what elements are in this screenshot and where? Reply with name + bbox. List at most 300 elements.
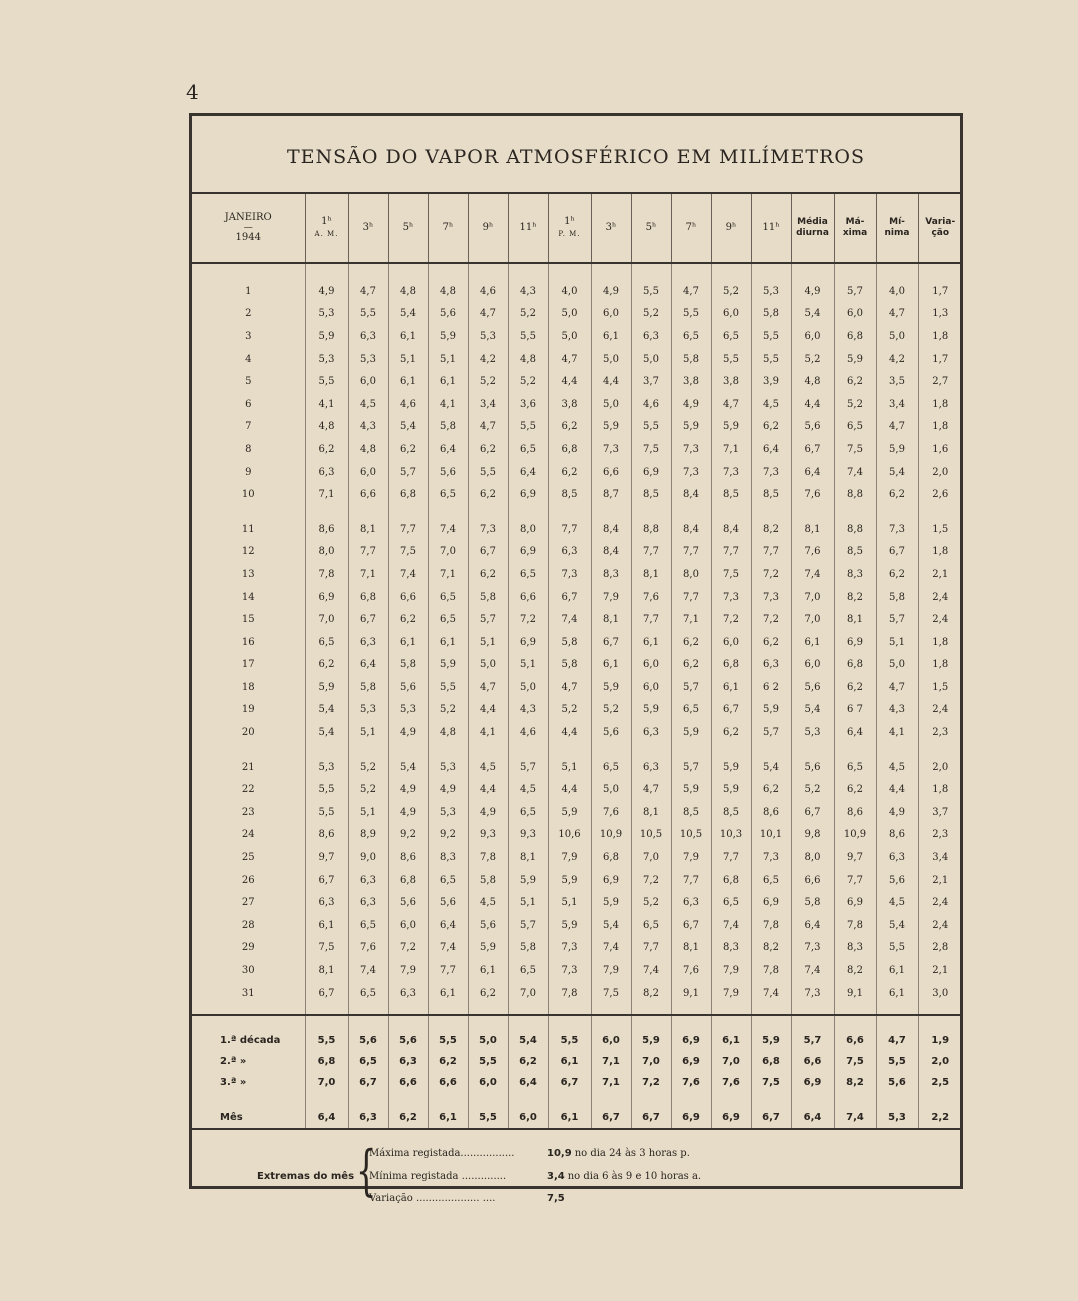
value-cell: 5,9	[876, 438, 918, 461]
value-cell: 9,2	[428, 824, 468, 847]
value-cell: 3,9	[751, 370, 791, 393]
table-row	[192, 483, 962, 506]
value-cell: 8,8	[631, 518, 671, 541]
value-cell: 5,3	[428, 801, 468, 824]
value-cell: 4,8	[508, 348, 548, 371]
value-cell: 5,3	[305, 303, 348, 326]
value-cell: 6,7	[671, 914, 711, 937]
value-cell: 7,5	[751, 1072, 791, 1093]
value-cell: 10,3	[711, 824, 751, 847]
value-cell: 4,7	[548, 676, 591, 699]
row-label: 26	[241, 874, 255, 886]
value-cell: 7,3	[591, 438, 631, 461]
value-cell: 5,6	[791, 416, 834, 439]
stat-header-line: diurna	[796, 228, 829, 238]
value-cell: 5,5	[428, 676, 468, 699]
value-cell: 5,9	[671, 416, 711, 439]
value-cell: 6,7	[348, 1072, 388, 1093]
value-cell: 7,9	[388, 959, 428, 982]
spacer-cell	[751, 1093, 791, 1107]
value-cell: 4,6	[508, 721, 548, 744]
value-cell: 6,3	[751, 654, 791, 677]
value-cell: 4,8	[428, 721, 468, 744]
spacer-cell	[791, 1015, 834, 1030]
value-cell: 7,4	[791, 959, 834, 982]
value-cell: 7,9	[711, 982, 751, 1005]
value-cell: 5,6	[791, 676, 834, 699]
value-cell: 2,1	[918, 869, 962, 892]
spacer-cell	[918, 1015, 962, 1030]
value-cell: 5,0	[548, 303, 591, 326]
value-cell: 5,5	[671, 303, 711, 326]
value-cell: 6,0	[388, 914, 428, 937]
hour-label: 5ʰ	[645, 222, 657, 233]
value-cell: 6,6	[348, 483, 388, 506]
hour-header	[388, 194, 428, 263]
value-cell: 7,2	[631, 1072, 671, 1093]
table-row	[192, 303, 962, 326]
value-cell: 7,0	[791, 608, 834, 631]
hour-label: 9ʰ	[482, 222, 494, 233]
value-cell: 7,7	[548, 518, 591, 541]
value-cell: 5,1	[548, 756, 591, 779]
spacer-cell	[548, 1004, 591, 1015]
spacer-cell	[711, 1004, 751, 1015]
value-cell: 4,4	[791, 393, 834, 416]
value-cell: 6,3	[348, 869, 388, 892]
value-cell: 6,2	[468, 438, 508, 461]
value-cell: 6,0	[791, 325, 834, 348]
value-cell: 7,8	[468, 846, 508, 869]
value-cell: 5,0	[468, 1030, 508, 1051]
value-cell: 4,2	[468, 348, 508, 371]
value-cell: 7,3	[876, 518, 918, 541]
value-cell: 7,5	[631, 438, 671, 461]
value-cell: 6,6	[508, 586, 548, 609]
value-cell: 5,9	[305, 676, 348, 699]
value-cell: 7,6	[791, 483, 834, 506]
value-cell: 1,8	[918, 325, 962, 348]
value-cell: 6,3	[631, 325, 671, 348]
value-cell: 7,3	[751, 586, 791, 609]
value-cell: 1,7	[918, 348, 962, 371]
month-header	[192, 194, 305, 263]
value-cell: 5,5	[876, 1051, 918, 1072]
value-cell: 5,8	[428, 416, 468, 439]
value-cell: 9,1	[834, 982, 876, 1005]
value-cell: 5,8	[548, 654, 591, 677]
spacer-cell	[388, 506, 428, 518]
value-cell: 6,9	[671, 1051, 711, 1072]
value-cell: 7,1	[591, 1051, 631, 1072]
value-cell: 8,9	[348, 824, 388, 847]
value-cell: 6,6	[388, 1072, 428, 1093]
value-cell: 5,9	[711, 778, 751, 801]
table-row	[192, 563, 962, 586]
value-cell: 3,7	[918, 801, 962, 824]
value-cell: 6,2	[711, 721, 751, 744]
value-cell: 5,5	[305, 801, 348, 824]
value-cell: 5,6	[388, 891, 428, 914]
value-cell: 4,0	[876, 280, 918, 303]
value-cell: 6,2	[548, 461, 591, 484]
value-cell: 5,7	[388, 461, 428, 484]
value-cell: 5,6	[791, 756, 834, 779]
value-cell: 4,3	[508, 280, 548, 303]
value-cell: 7,2	[631, 869, 671, 892]
value-cell: 6,2	[834, 370, 876, 393]
value-cell: 6,3	[388, 1051, 428, 1072]
value-cell: 6,7	[791, 801, 834, 824]
row-label: 23	[241, 806, 255, 818]
row-label: 3	[245, 330, 252, 342]
value-cell: 5,8	[548, 631, 591, 654]
value-cell: 7,1	[428, 563, 468, 586]
value-cell: 2,0	[918, 1051, 962, 1072]
value-cell: 2,0	[918, 461, 962, 484]
spacer-cell	[711, 506, 751, 518]
value-cell: 6,1	[591, 654, 631, 677]
table-row	[192, 348, 962, 371]
value-cell: 4,9	[305, 280, 348, 303]
value-cell: 8,1	[305, 959, 348, 982]
value-cell: 6,7	[631, 1107, 671, 1129]
table-row	[192, 914, 962, 937]
value-cell: 6,3	[671, 891, 711, 914]
value-cell: 4,5	[751, 393, 791, 416]
spacer-cell	[591, 263, 631, 280]
hour-label: 3ʰ	[605, 222, 617, 233]
value-cell: 6,1	[876, 959, 918, 982]
value-cell: 8,4	[711, 518, 751, 541]
hour-label: 11ʰ	[762, 222, 780, 233]
value-cell: 7,1	[671, 608, 711, 631]
value-cell: 5,6	[428, 891, 468, 914]
value-cell: 6,5	[428, 608, 468, 631]
value-cell: 7,4	[631, 959, 671, 982]
value-cell: 7,0	[711, 1051, 751, 1072]
table-row	[192, 586, 962, 609]
table-frame	[189, 113, 963, 1205]
extreme-min-label: Mínima registada ..............	[369, 1171, 507, 1183]
row-label: Mês	[192, 1107, 305, 1129]
value-cell: 8,5	[671, 801, 711, 824]
extreme-min-detail: no dia 6 às 9 e 10 horas a.	[567, 1171, 702, 1183]
value-cell: 6,0	[711, 631, 751, 654]
value-cell: 6,1	[388, 325, 428, 348]
value-cell: 6,1	[711, 676, 751, 699]
value-cell: 8,0	[671, 563, 711, 586]
stat-header	[876, 194, 918, 263]
value-cell: 8,2	[834, 959, 876, 982]
value-cell: 10,5	[671, 824, 711, 847]
spacer-cell	[468, 263, 508, 280]
value-cell: 8,1	[671, 937, 711, 960]
spacer-cell	[918, 1004, 962, 1015]
spacer-cell	[791, 263, 834, 280]
value-cell: 1,8	[918, 631, 962, 654]
hour-header	[671, 194, 711, 263]
value-cell: 5,3	[348, 699, 388, 722]
value-cell: 5,1	[876, 631, 918, 654]
month-dash: —	[243, 223, 253, 233]
value-cell: 8,2	[751, 518, 791, 541]
spacer-cell	[791, 506, 834, 518]
value-cell: 5,5	[468, 1107, 508, 1129]
value-cell: 6,5	[591, 756, 631, 779]
value-cell: 5,3	[388, 699, 428, 722]
value-cell: 5,2	[348, 756, 388, 779]
value-cell: 4,4	[468, 699, 508, 722]
value-cell: 7,7	[711, 846, 751, 869]
value-cell: 6,2	[876, 563, 918, 586]
value-cell: 7,6	[791, 541, 834, 564]
value-cell: 4,4	[548, 370, 591, 393]
value-cell: 8,5	[548, 483, 591, 506]
value-cell: 6,7	[548, 586, 591, 609]
value-cell: 5,2	[711, 280, 751, 303]
spacer-cell	[591, 744, 631, 756]
value-cell: 6,2	[388, 438, 428, 461]
value-cell: 3,8	[548, 393, 591, 416]
row-label: 2.ª »	[220, 1056, 247, 1068]
value-cell: 6,7	[348, 608, 388, 631]
value-cell: 4,5	[468, 891, 508, 914]
value-cell: 8,1	[631, 801, 671, 824]
value-cell: 5,2	[508, 303, 548, 326]
value-cell: 6,8	[548, 438, 591, 461]
value-cell: 7,7	[631, 608, 671, 631]
value-cell: 5,4	[791, 699, 834, 722]
value-cell: 8,1	[631, 563, 671, 586]
value-cell: 7,3	[711, 586, 751, 609]
value-cell: 5,4	[388, 303, 428, 326]
table-row	[192, 824, 962, 847]
row-label: 24	[241, 829, 255, 841]
spacer-cell	[348, 1093, 388, 1107]
value-cell: 6,2	[508, 1051, 548, 1072]
value-cell: 5,1	[348, 721, 388, 744]
value-cell: 7,3	[791, 982, 834, 1005]
table-row	[192, 846, 962, 869]
value-cell: 5,5	[876, 937, 918, 960]
value-cell: 6,1	[711, 1030, 751, 1051]
value-cell: 5,4	[305, 721, 348, 744]
table-row	[192, 869, 962, 892]
value-cell: 3,0	[918, 982, 962, 1005]
value-cell: 7,5	[305, 937, 348, 960]
value-cell: 6,1	[591, 325, 631, 348]
row-label: 2	[245, 308, 252, 320]
spacer-cell	[468, 506, 508, 518]
value-cell: 5,7	[508, 756, 548, 779]
value-cell: 4,0	[548, 280, 591, 303]
spacer-cell	[192, 744, 305, 756]
value-cell: 6,0	[834, 303, 876, 326]
value-cell: 6,5	[834, 756, 876, 779]
value-cell: 5,1	[348, 801, 388, 824]
table-row	[192, 416, 962, 439]
spacer-cell	[305, 263, 348, 280]
value-cell: 5,6	[428, 303, 468, 326]
value-cell: 4,4	[468, 778, 508, 801]
value-cell: 4,7	[468, 303, 508, 326]
value-cell: 4,9	[791, 280, 834, 303]
value-cell: 4,7	[468, 676, 508, 699]
value-cell: 6,8	[834, 325, 876, 348]
value-cell: 7,8	[751, 914, 791, 937]
value-cell: 4,5	[876, 891, 918, 914]
value-cell: 5,2	[791, 778, 834, 801]
value-cell: 5,4	[388, 416, 428, 439]
row-label: 7	[245, 421, 252, 433]
value-cell: 7,7	[348, 541, 388, 564]
spacer-cell	[305, 1093, 348, 1107]
spacer-row	[192, 263, 962, 280]
value-cell: 6,0	[468, 1072, 508, 1093]
table-row	[192, 982, 962, 1005]
value-cell: 2,3	[918, 824, 962, 847]
table-row	[192, 891, 962, 914]
spacer-cell	[388, 263, 428, 280]
value-cell: 7,1	[305, 483, 348, 506]
value-cell: 7,2	[508, 608, 548, 631]
value-cell: 6,2	[671, 631, 711, 654]
value-cell: 4,6	[468, 280, 508, 303]
value-cell: 6,3	[548, 541, 591, 564]
value-cell: 5,5	[711, 348, 751, 371]
value-cell: 6,5	[348, 982, 388, 1005]
value-cell: 7,2	[751, 563, 791, 586]
spacer-cell	[711, 1015, 751, 1030]
value-cell: 9,8	[791, 824, 834, 847]
row-label: 1	[245, 285, 252, 297]
stat-header-line: Má-	[845, 217, 865, 227]
spacer-cell	[876, 744, 918, 756]
value-cell: 8,6	[305, 824, 348, 847]
value-cell: 6,0	[348, 461, 388, 484]
value-cell: 2,1	[918, 959, 962, 982]
value-cell: 4,7	[876, 1030, 918, 1051]
value-cell: 8,5	[834, 541, 876, 564]
value-cell: 9,3	[508, 824, 548, 847]
value-cell: 4,9	[876, 801, 918, 824]
spacer-cell	[876, 1093, 918, 1107]
value-cell: 5,8	[348, 676, 388, 699]
value-cell: 6,3	[631, 721, 671, 744]
value-cell: 2,4	[918, 891, 962, 914]
value-cell: 6,9	[671, 1107, 711, 1129]
table-row	[192, 438, 962, 461]
value-cell: 6,8	[348, 586, 388, 609]
value-cell: 6,5	[508, 801, 548, 824]
spacer-cell	[791, 1004, 834, 1015]
spacer-cell	[918, 263, 962, 280]
value-cell: 4,9	[671, 393, 711, 416]
value-cell: 6,7	[876, 541, 918, 564]
value-cell: 7,7	[631, 541, 671, 564]
row-label: 21	[241, 761, 255, 773]
value-cell: 7,3	[671, 438, 711, 461]
value-cell: 5,4	[751, 756, 791, 779]
value-cell: 4,5	[468, 756, 508, 779]
spacer-cell	[348, 506, 388, 518]
value-cell: 4,8	[388, 280, 428, 303]
value-cell: 5,9	[671, 721, 711, 744]
value-cell: 4,7	[876, 416, 918, 439]
value-cell: 6,6	[388, 586, 428, 609]
value-cell: 3,4	[918, 846, 962, 869]
value-cell: 5,4	[508, 1030, 548, 1051]
value-cell: 8,1	[591, 608, 631, 631]
value-cell: 4,4	[591, 370, 631, 393]
value-cell: 5,9	[305, 325, 348, 348]
value-cell: 6,5	[631, 914, 671, 937]
value-cell: 6,9	[508, 483, 548, 506]
spacer-row	[192, 1093, 962, 1107]
spacer-cell	[918, 744, 962, 756]
spacer-cell	[508, 1004, 548, 1015]
table-row	[192, 518, 962, 541]
value-cell: 5,2	[508, 370, 548, 393]
value-cell: 5,2	[631, 891, 671, 914]
value-cell: 6,1	[428, 982, 468, 1005]
value-cell: 8,1	[791, 518, 834, 541]
value-cell: 6,5	[508, 438, 548, 461]
value-cell: 5,7	[751, 721, 791, 744]
value-cell: 3,5	[876, 370, 918, 393]
value-cell: 6,2	[428, 1051, 468, 1072]
spacer-cell	[508, 506, 548, 518]
value-cell: 7,6	[591, 801, 631, 824]
row-label: 9	[245, 466, 252, 478]
hour-label: 11ʰ	[519, 222, 537, 233]
value-cell: 6,0	[631, 654, 671, 677]
value-cell: 7,1	[348, 563, 388, 586]
spacer-cell	[192, 1093, 305, 1107]
value-cell: 6,8	[711, 654, 751, 677]
value-cell: 6 2	[751, 676, 791, 699]
value-cell: 5,6	[591, 721, 631, 744]
spacer-row	[192, 744, 962, 756]
value-cell: 7,3	[671, 461, 711, 484]
spacer-cell	[305, 1015, 348, 1030]
value-cell: 6,9	[508, 631, 548, 654]
spacer-cell	[631, 263, 671, 280]
value-cell: 5,7	[671, 676, 711, 699]
extremes-section	[192, 1130, 960, 1230]
value-cell: 6,5	[508, 959, 548, 982]
value-cell: 6,2	[468, 982, 508, 1005]
value-cell: 5,7	[834, 280, 876, 303]
value-cell: 6,9	[631, 461, 671, 484]
value-cell: 2,4	[918, 586, 962, 609]
value-cell: 7,4	[591, 937, 631, 960]
table-row	[192, 393, 962, 416]
extreme-variation-value: 7,5	[547, 1193, 565, 1205]
value-cell: 7,4	[348, 959, 388, 982]
value-cell: 7,9	[711, 959, 751, 982]
row-label: 4	[245, 353, 252, 365]
value-cell: 7,7	[428, 959, 468, 982]
value-cell: 5,5	[468, 461, 508, 484]
value-cell: 5,8	[671, 348, 711, 371]
table-row	[192, 756, 962, 779]
value-cell: 4,7	[348, 280, 388, 303]
value-cell: 5,9	[751, 1030, 791, 1051]
value-cell: 6,2	[388, 608, 428, 631]
value-cell: 5,6	[468, 914, 508, 937]
